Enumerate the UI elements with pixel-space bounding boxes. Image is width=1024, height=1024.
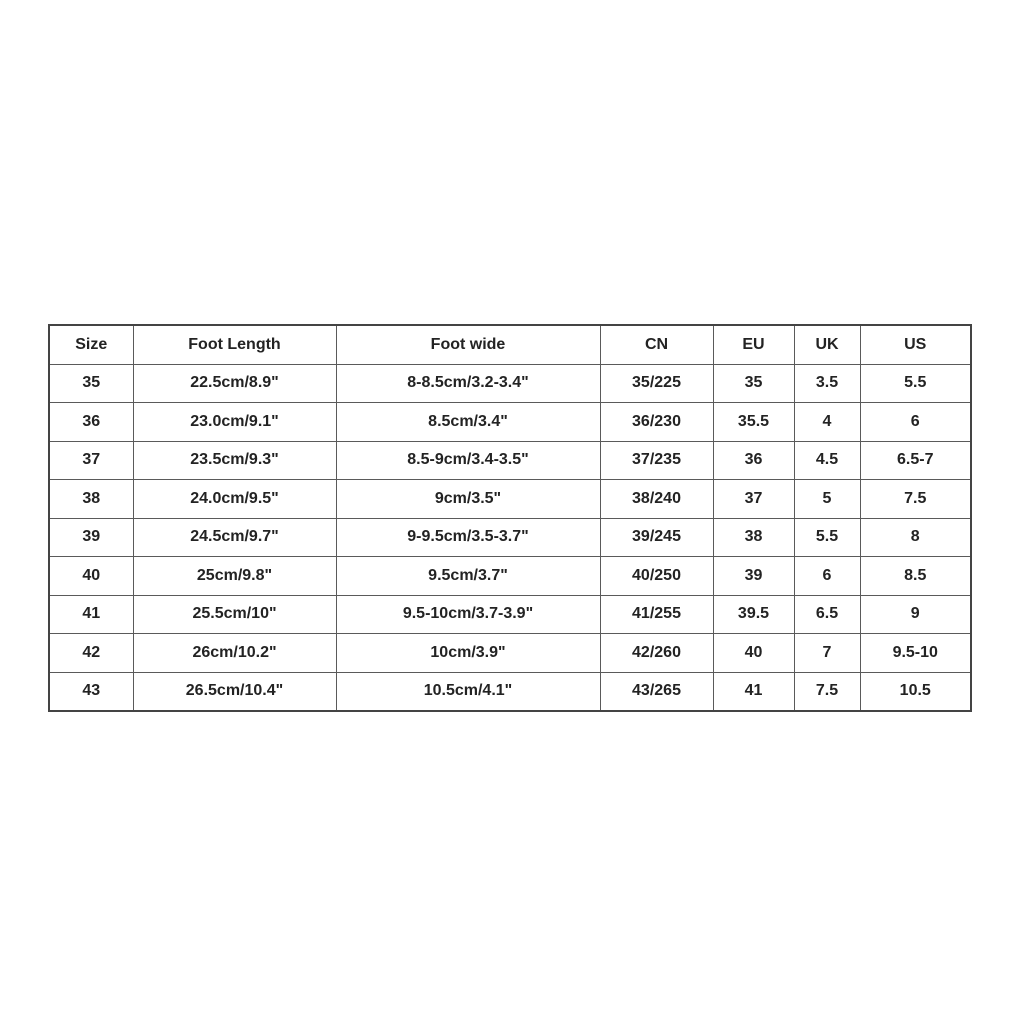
cell-cn: 42/260 — [600, 634, 713, 673]
cell-us: 8 — [860, 518, 971, 557]
cell-uk: 5.5 — [794, 518, 860, 557]
cell-size: 42 — [49, 634, 133, 673]
table-row — [49, 403, 971, 442]
cell-cn: 43/265 — [600, 672, 713, 711]
header-uk: UK — [794, 325, 860, 364]
cell-size: 38 — [49, 480, 133, 519]
cell-us: 6.5-7 — [860, 441, 971, 480]
table-row — [49, 480, 971, 519]
cell-eu: 40 — [713, 634, 794, 673]
cell-foot-wide: 9-9.5cm/3.5-3.7" — [336, 518, 600, 557]
cell-uk: 5 — [794, 480, 860, 519]
cell-foot-length: 22.5cm/8.9" — [133, 364, 336, 403]
cell-eu: 41 — [713, 672, 794, 711]
cell-eu: 38 — [713, 518, 794, 557]
cell-eu: 37 — [713, 480, 794, 519]
cell-us: 9.5-10 — [860, 634, 971, 673]
cell-foot-length: 23.0cm/9.1" — [133, 403, 336, 442]
cell-uk: 7 — [794, 634, 860, 673]
header-foot-wide: Foot wide — [336, 325, 600, 364]
cell-foot-length: 25.5cm/10" — [133, 595, 336, 634]
cell-foot-length: 26cm/10.2" — [133, 634, 336, 673]
cell-eu: 36 — [713, 441, 794, 480]
table-row — [49, 672, 971, 711]
cell-foot-wide: 8.5cm/3.4" — [336, 403, 600, 442]
cell-size: 35 — [49, 364, 133, 403]
table-row — [49, 595, 971, 634]
cell-uk: 6.5 — [794, 595, 860, 634]
cell-foot-length: 24.0cm/9.5" — [133, 480, 336, 519]
cell-size: 41 — [49, 595, 133, 634]
cell-cn: 41/255 — [600, 595, 713, 634]
table-row — [49, 557, 971, 596]
cell-size: 39 — [49, 518, 133, 557]
cell-foot-wide: 10cm/3.9" — [336, 634, 600, 673]
cell-foot-wide: 9.5-10cm/3.7-3.9" — [336, 595, 600, 634]
table-row — [49, 441, 971, 480]
cell-cn: 35/225 — [600, 364, 713, 403]
header-us: US — [860, 325, 971, 364]
cell-foot-length: 23.5cm/9.3" — [133, 441, 336, 480]
cell-cn: 39/245 — [600, 518, 713, 557]
cell-uk: 4.5 — [794, 441, 860, 480]
cell-uk: 7.5 — [794, 672, 860, 711]
cell-size: 43 — [49, 672, 133, 711]
cell-eu: 35.5 — [713, 403, 794, 442]
cell-foot-length: 26.5cm/10.4" — [133, 672, 336, 711]
cell-cn: 37/235 — [600, 441, 713, 480]
cell-foot-wide: 10.5cm/4.1" — [336, 672, 600, 711]
cell-cn: 38/240 — [600, 480, 713, 519]
cell-us: 7.5 — [860, 480, 971, 519]
header-size: Size — [49, 325, 133, 364]
cell-uk: 3.5 — [794, 364, 860, 403]
cell-size: 37 — [49, 441, 133, 480]
cell-foot-length: 24.5cm/9.7" — [133, 518, 336, 557]
cell-foot-wide: 9.5cm/3.7" — [336, 557, 600, 596]
cell-eu: 39.5 — [713, 595, 794, 634]
header-cn: CN — [600, 325, 713, 364]
cell-size: 40 — [49, 557, 133, 596]
cell-us: 8.5 — [860, 557, 971, 596]
cell-foot-length: 25cm/9.8" — [133, 557, 336, 596]
header-row — [49, 325, 971, 364]
cell-eu: 35 — [713, 364, 794, 403]
cell-foot-wide: 9cm/3.5" — [336, 480, 600, 519]
cell-size: 36 — [49, 403, 133, 442]
cell-uk: 4 — [794, 403, 860, 442]
header-eu: EU — [713, 325, 794, 364]
cell-us: 10.5 — [860, 672, 971, 711]
cell-cn: 36/230 — [600, 403, 713, 442]
cell-eu: 39 — [713, 557, 794, 596]
cell-foot-wide: 8-8.5cm/3.2-3.4" — [336, 364, 600, 403]
table-row — [49, 518, 971, 557]
cell-foot-wide: 8.5-9cm/3.4-3.5" — [336, 441, 600, 480]
cell-us: 9 — [860, 595, 971, 634]
table-row — [49, 634, 971, 673]
table-row — [49, 364, 971, 403]
cell-us: 6 — [860, 403, 971, 442]
cell-uk: 6 — [794, 557, 860, 596]
cell-cn: 40/250 — [600, 557, 713, 596]
size-chart-table — [48, 324, 972, 712]
cell-us: 5.5 — [860, 364, 971, 403]
header-foot-length: Foot Length — [133, 325, 336, 364]
